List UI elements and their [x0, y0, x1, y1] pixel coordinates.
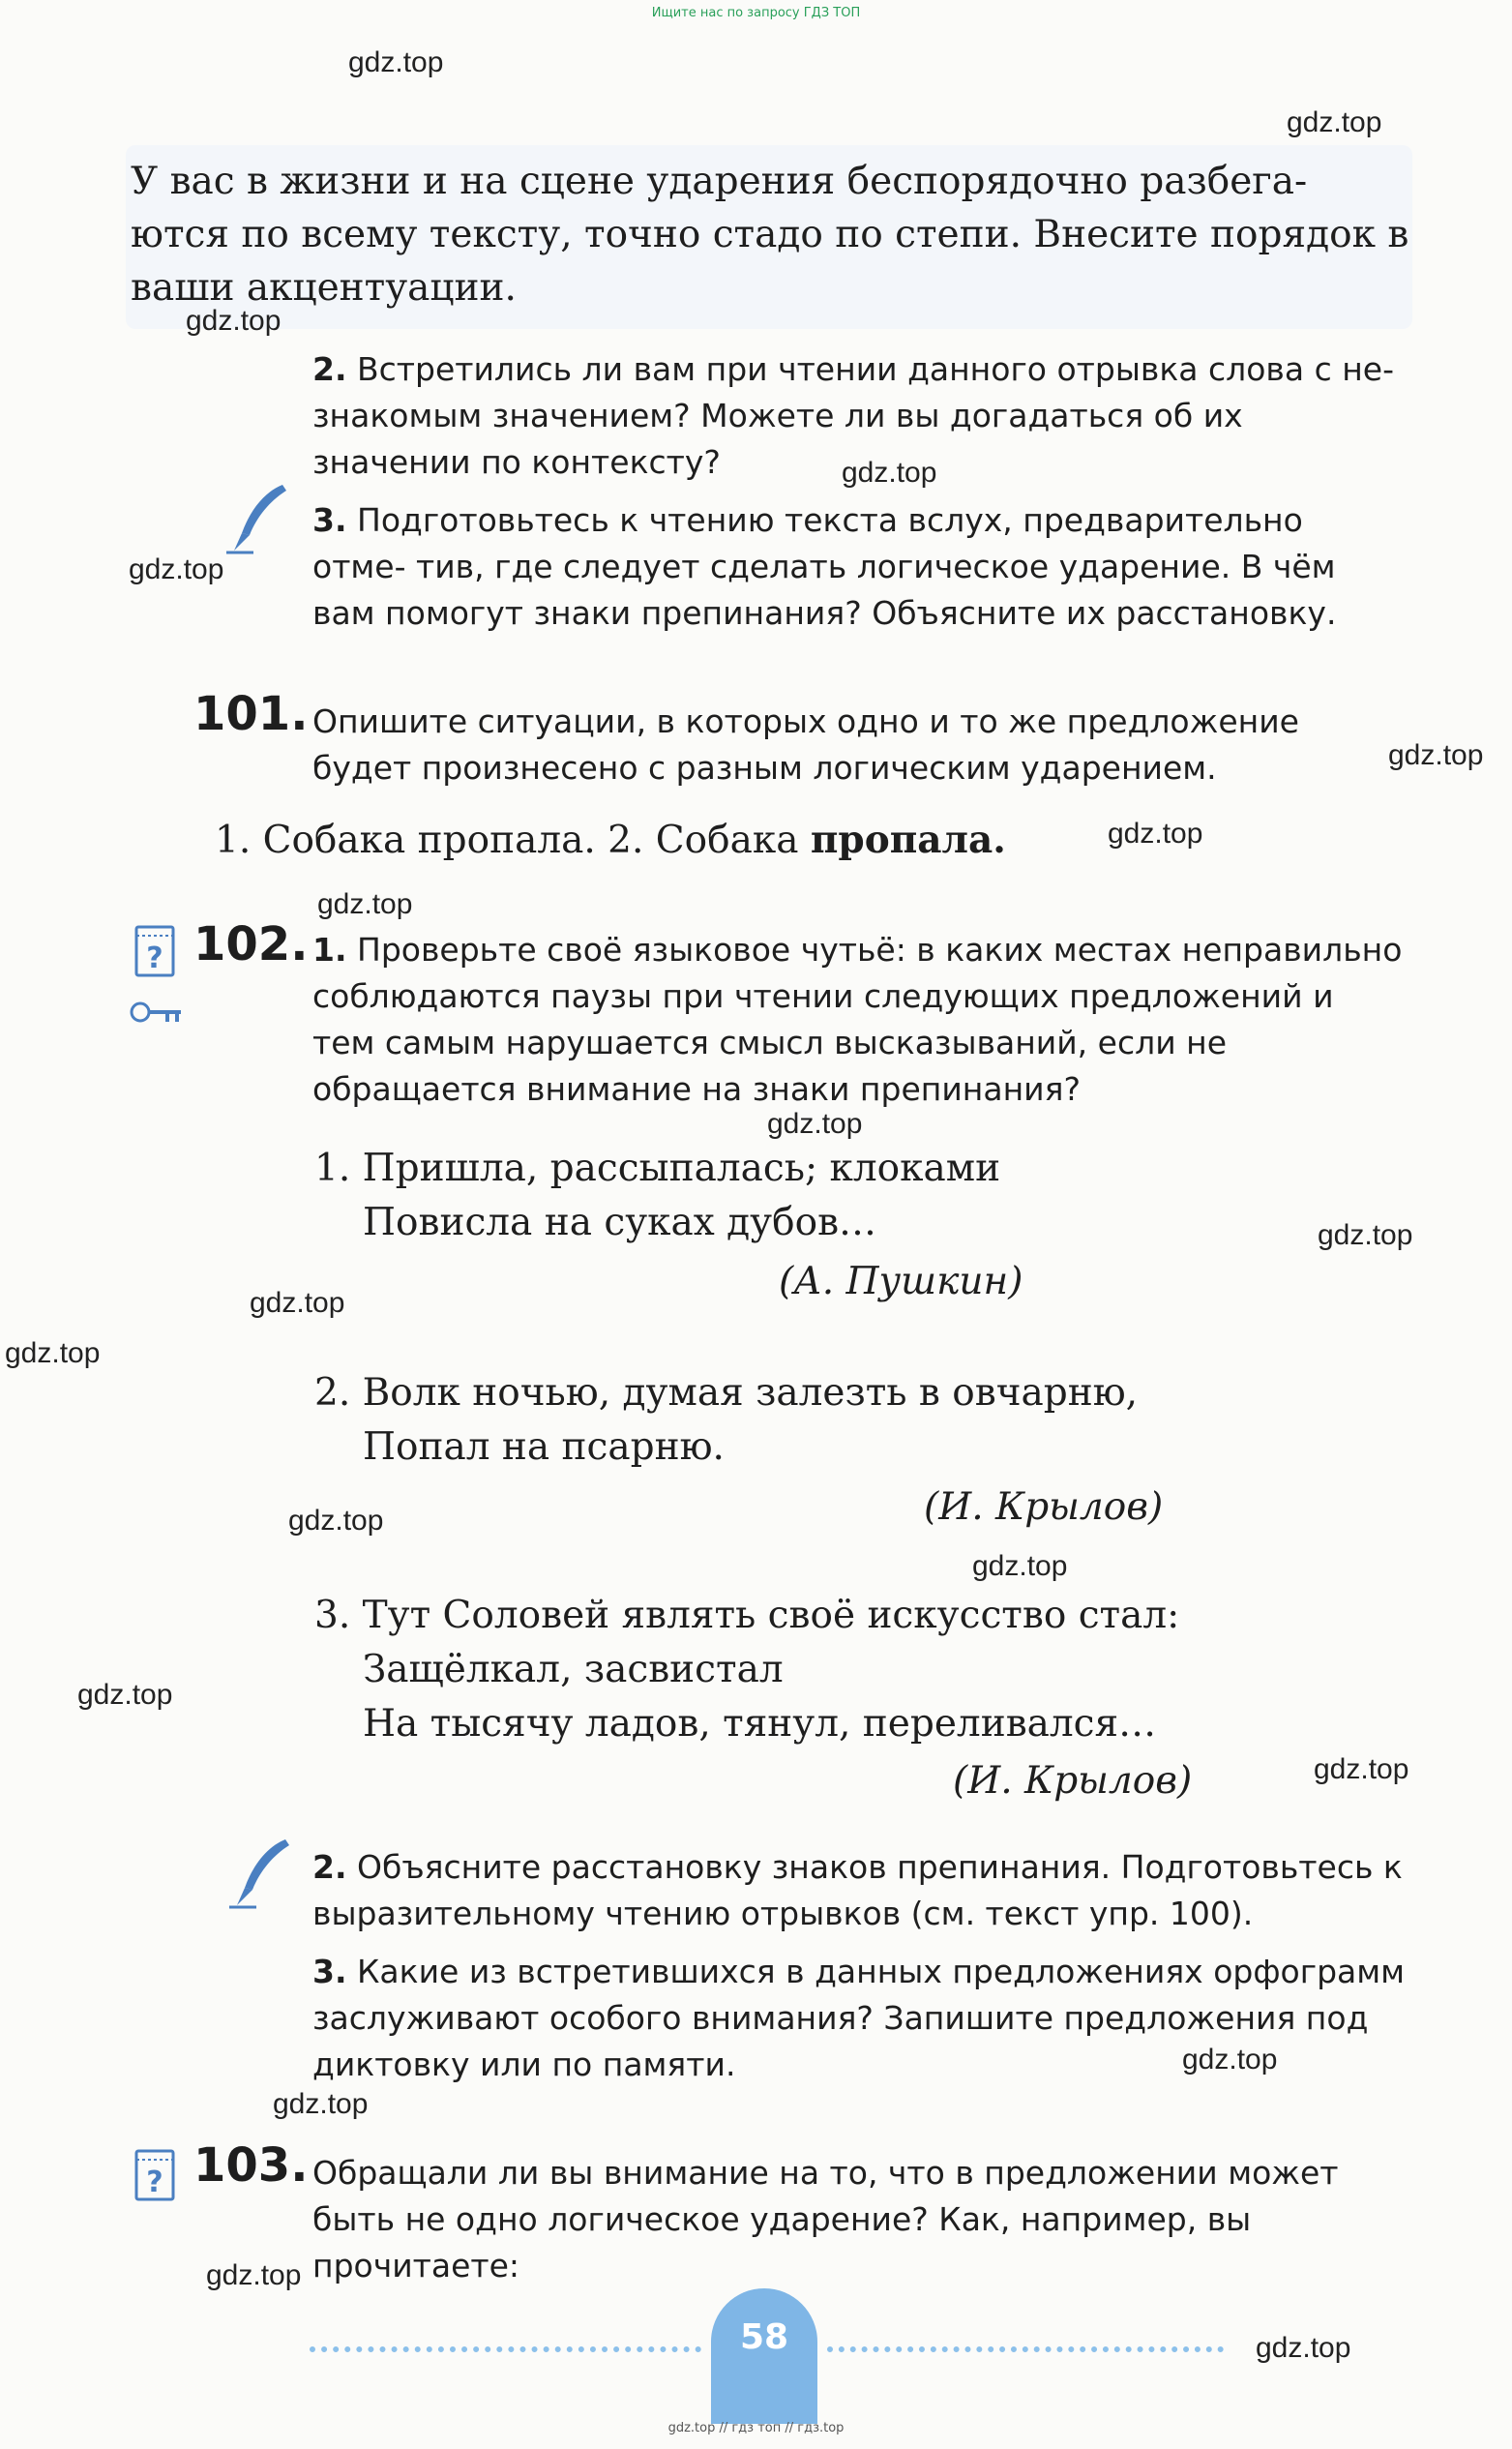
footer-dots-left: [310, 2346, 701, 2352]
task-number: 3.: [312, 501, 347, 539]
poem-line: 3. Тут Соловей являть своё искусство стал:: [314, 1594, 1180, 1637]
watermark: gdz.top: [273, 2088, 369, 2120]
watermark: gdz.top: [1182, 2044, 1278, 2076]
task-number: 1.: [312, 931, 347, 969]
pen-icon: [224, 479, 292, 556]
watermark: gdz.top: [1318, 1219, 1413, 1251]
task-text: Встретились ли вам при чтении данного отрывка слова с не- знакомым значением? Можете ли вы догадаться об их значении по контексту?: [312, 350, 1394, 481]
question-book-icon: [133, 924, 176, 978]
watermark: gdz.top: [186, 305, 282, 337]
watermark: gdz.top: [250, 1287, 345, 1319]
task-text: Какие из встретившихся в данных предложениях орфограмм заслуживают особого внимания? Запишите предложения под диктовку или по памяти.: [312, 1953, 1406, 2083]
header-note: Ищите нас по запросу ГДЗ ТОП: [651, 6, 861, 20]
watermark: gdz.top: [1314, 1753, 1409, 1785]
poem-1-author: (А. Пушкин): [779, 1260, 1023, 1303]
footer-dots-right: [827, 2346, 1224, 2352]
task-2: [312, 346, 1406, 486]
watermark: gdz.top: [206, 2259, 302, 2291]
task-number: 3.: [312, 1953, 347, 1990]
exercise-103-text: Обращали ли вы внимание на то, что в предложении может быть не одно логическое ударение? Как, например, вы прочитаете:: [312, 2154, 1339, 2285]
watermark: gdz.top: [767, 1108, 863, 1140]
exercise-102-task-2: [312, 1844, 1406, 1937]
watermark: gdz.top: [1108, 818, 1203, 850]
poem-line: Защёлкал, засвистал: [363, 1648, 784, 1691]
watermark: gdz.top: [348, 46, 444, 78]
poem-3-author: (И. Крылов): [953, 1759, 1193, 1803]
poem-line: Попал на псарню.: [363, 1425, 725, 1469]
intro-paragraph: У вас в жизни и на сцене ударения беспорядочно разбега- ются по всему тексту, точно стадо по степи. Внесите порядок в ваши акцентуации.: [131, 160, 1409, 310]
poem-2: [314, 1366, 1138, 1475]
watermark: gdz.top: [129, 553, 224, 585]
svg-text:?: ?: [146, 941, 163, 975]
poem-line: 2. Волк ночью, думая залезть в овчарню,: [314, 1371, 1139, 1415]
task-number: 2.: [312, 1848, 347, 1886]
sentence-plain: 1. Собака пропала. 2. Собака: [215, 819, 799, 862]
svg-text:?: ?: [146, 2165, 163, 2199]
exercise-101-text: Опишите ситуации, в которых одно и то же предложение будет произнесено с разным логическим ударением.: [312, 702, 1299, 787]
exercise-number-103: 103.: [193, 2138, 309, 2193]
task-text: Проверьте своё языковое чутьё: в каких местах неправильно соблюдаются паузы при чтении следующих предложений и тем самым нарушается смысл высказываний, если не обращается внимание на знаки препинания?: [312, 931, 1403, 1108]
key-icon: [129, 997, 185, 1028]
exercise-101-sentences: [215, 818, 1006, 862]
exercise-102-task-1: [312, 927, 1406, 1113]
task-3: [312, 497, 1406, 637]
watermark: gdz.top: [317, 888, 413, 920]
task-text: Подготовьтесь к чтению текста вслух, предварительно отме- тив, где следует сделать логическое ударение. В чём вам помогут знаки препинания? Объясните их расстановку.: [312, 501, 1337, 632]
poem-1: [314, 1142, 1000, 1250]
watermark: gdz.top: [1388, 739, 1484, 771]
page-number: 58: [739, 2317, 789, 2357]
sentence-bold: пропала.: [810, 818, 1006, 862]
watermark: gdz.top: [1256, 2332, 1351, 2364]
watermark: gdz.top: [77, 1679, 173, 1711]
question-book-icon: [133, 2148, 176, 2202]
poem-line: Повисла на суках дубов…: [363, 1201, 877, 1244]
watermark: gdz.top: [1287, 106, 1382, 138]
footer-note: gdz.top // гдз топ // гдз.top: [667, 2421, 845, 2435]
poem-3: [314, 1589, 1179, 1751]
pen-icon: [227, 1834, 295, 1911]
watermark: gdz.top: [842, 457, 937, 489]
watermark: gdz.top: [288, 1505, 384, 1537]
poem-2-author: (И. Крылов): [924, 1485, 1164, 1529]
poem-line: На тысячу ладов, тянул, переливался…: [363, 1702, 1157, 1746]
exercise-number-101: 101.: [193, 687, 309, 741]
poem-line: 1. Пришла, рассыпалась; клоками: [314, 1147, 1001, 1190]
task-text: Объясните расстановку знаков препинания. Подготовьтесь к выразительному чтению отрывков (см. текст упр. 100).: [312, 1848, 1403, 1932]
exercise-102-task-3: [312, 1949, 1406, 2088]
watermark: gdz.top: [5, 1337, 101, 1369]
watermark: gdz.top: [972, 1550, 1068, 1582]
task-number: 2.: [312, 350, 347, 388]
exercise-number-102: 102.: [193, 917, 309, 971]
